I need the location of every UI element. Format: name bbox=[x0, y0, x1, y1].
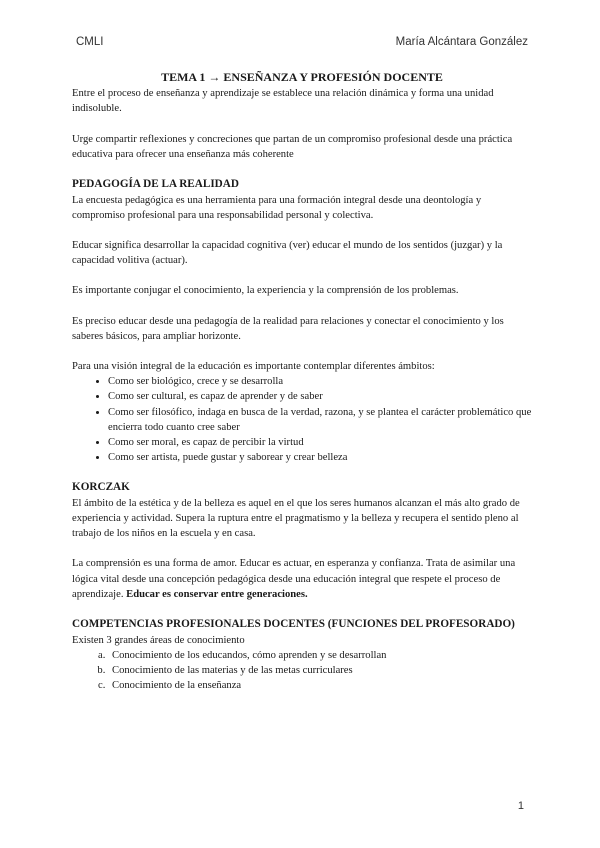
header-author: María Alcántara González bbox=[395, 36, 528, 48]
list-item: • Como ser filosófico, indaga en busca de la verdad, razona, y se plantea el carácter problemático que encierra todo cuanto cree saber bbox=[108, 405, 532, 435]
pedagogia-paragraph-1: La encuesta pedagógica es una herramienta para una formación integral desde una deontología y compromiso profesional para una responsabilidad personal y colectiva. bbox=[72, 194, 482, 221]
document-body bbox=[72, 70, 532, 708]
intro-paragraph-2: Urge compartir reflexiones y concreciones que partan de un compromiso profesional desde una práctica educativa para ofrecer una enseñanza más coherente bbox=[72, 133, 513, 160]
list-item: • Como ser moral, es capaz de percibir la virtud bbox=[108, 435, 532, 450]
header-left-text: CMLI bbox=[76, 36, 104, 48]
ambitos-list bbox=[72, 374, 532, 465]
korczak-bold-statement: Educar es conservar entre generaciones. bbox=[126, 588, 308, 600]
pedagogia-paragraph-4: Es preciso educar desde una pedagogía de la realidad para relaciones y conectar el conocimiento y los saberes básicos, para ampliar horizonte. bbox=[72, 315, 504, 342]
intro-paragraph-1: Entre el proceso de enseñanza y aprendizaje se establece una relación dinámica y forma una unidad indisoluble. bbox=[72, 88, 494, 115]
competencias-list-intro: Existen 3 grandes áreas de conocimiento bbox=[72, 634, 245, 646]
korczak-paragraph-2 bbox=[72, 556, 532, 602]
list-item: a. Conocimiento de los educandos, cómo aprenden y se desarrollan bbox=[108, 648, 532, 663]
section-heading-korczak: KORCZAK bbox=[72, 481, 130, 494]
korczak-paragraph-2-text: La comprensión es una forma de amor. Educar es actuar, en esperanza y confianza. Trata de asimilar una lógica vital desde una concepción pedagógica desde una educación integral que respete el proceso de aprendizaje. bbox=[72, 558, 516, 600]
page-header bbox=[76, 36, 528, 48]
list-item: c. Conocimiento de la enseñanza bbox=[108, 678, 532, 693]
pedagogia-paragraph-3: Es importante conjugar el conocimiento, la experiencia y la comprensión de los problemas. bbox=[72, 285, 459, 297]
list-item: • Como ser artista, puede gustar y saborear y crear belleza bbox=[108, 450, 532, 465]
pedagogia-paragraph-2: Educar significa desarrollar la capacidad cognitiva (ver) educar el mundo de los sentidos (juzgar) y la capacidad volitiva (actuar). bbox=[72, 239, 503, 267]
list-item: b. Conocimiento de las materias y de las metas curriculares bbox=[108, 663, 532, 678]
list-item: • Como ser biológico, crece y se desarrolla bbox=[108, 374, 532, 389]
areas-list bbox=[72, 648, 532, 694]
page-number: 1 bbox=[517, 800, 524, 812]
pedagogia-list-intro: Para una visión integral de la educación es importante contemplar diferentes ámbitos: bbox=[72, 360, 435, 372]
korczak-paragraph-1: El ámbito de la estética y de la belleza es aquel en el que los seres humanos alcanzan el más alto grado de experiencia y actividad. Supera la ruptura entre el pragmatismo y la belleza y recupera el sentido pleno al trabajo de los niños en la escuela y en casa. bbox=[72, 497, 520, 540]
section-heading-competencias: COMPETENCIAS PROFESIONALES DOCENTES (FUNCIONES DEL PROFESORADO) bbox=[72, 618, 515, 631]
list-item: • Como ser cultural, es capaz de aprender y de saber bbox=[108, 389, 532, 404]
document-title: TEMA 1 → ENSEÑANZA Y PROFESIÓN DOCENTE bbox=[161, 70, 443, 84]
section-heading-pedagogia: PEDAGOGÍA DE LA REALIDAD bbox=[72, 178, 239, 191]
